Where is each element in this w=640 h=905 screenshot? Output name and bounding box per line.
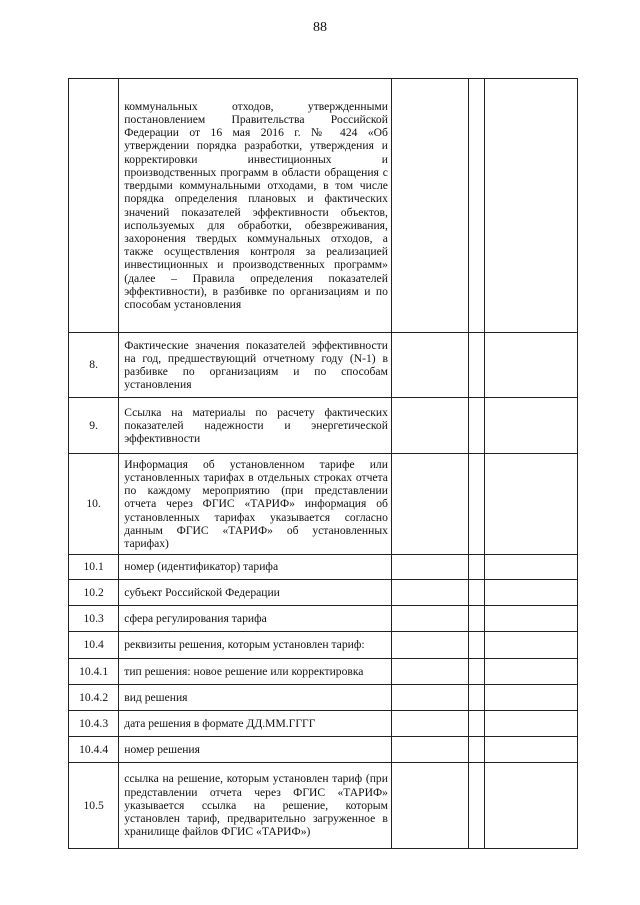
row-number: 10.4.4 — [69, 737, 119, 763]
empty-cell — [391, 632, 468, 659]
empty-cell — [484, 659, 577, 685]
empty-cell — [484, 555, 577, 580]
row-number: 10.1 — [69, 555, 119, 580]
table-row — [69, 454, 578, 555]
empty-cell — [391, 685, 468, 711]
empty-cell — [468, 398, 484, 454]
row-description: реквизиты решения, которым установлен тариф: — [119, 632, 392, 659]
report-table — [68, 78, 578, 849]
empty-cell — [468, 711, 484, 737]
empty-cell — [391, 763, 468, 849]
empty-cell — [468, 659, 484, 685]
page-number: 88 — [313, 20, 327, 35]
empty-cell — [468, 685, 484, 711]
row-number: 8. — [69, 333, 119, 398]
empty-cell — [468, 454, 484, 555]
row-number: 10.4.1 — [69, 659, 119, 685]
row-description: номер решения — [119, 737, 392, 763]
empty-cell — [468, 333, 484, 398]
empty-cell — [484, 763, 577, 849]
table-row — [69, 79, 578, 333]
table-row — [69, 333, 578, 398]
empty-cell — [484, 606, 577, 632]
row-description: субъект Российской Федерации — [119, 580, 392, 606]
empty-cell — [391, 659, 468, 685]
table-row — [69, 659, 578, 685]
row-number: 10.4 — [69, 632, 119, 659]
empty-cell — [391, 333, 468, 398]
table-row — [69, 711, 578, 737]
empty-cell — [391, 580, 468, 606]
empty-cell — [484, 711, 577, 737]
row-number — [69, 79, 119, 333]
empty-cell — [391, 454, 468, 555]
table-row — [69, 555, 578, 580]
empty-cell — [484, 454, 577, 555]
row-description: Информация об установленном тарифе или установленных тарифах в отдельных строках отчета по каждому мероприятию (при представлении отчета через ФГИС «ТАРИФ» информация об установленных тарифах указывается согласно данным ФГИС «ТАРИФ» об установленных тарифах) — [119, 454, 392, 555]
empty-cell — [468, 555, 484, 580]
row-description: коммунальных отходов, утвержденными постановлением Правительства Российской Федерации от 16 мая 2016 г. № 424 «Об утверждении порядка разработки, утверждения и корректировки инвестиционных и производственных программ в области обращения с твердыми коммунальными отходами, в том числе порядка определения плановых и фактических значений показателей эффективности объектов, используемых для обработки, обезвреживания, захоронения твердых коммунальных отходов, а также осуществления контроля за реализацией инвестиционных и производственных программ» (далее – Правила определения показателей эффективности), в разбивке по организациям и по способам установления — [119, 79, 392, 333]
empty-cell — [391, 711, 468, 737]
empty-cell — [484, 737, 577, 763]
row-description: ссылка на решение, которым установлен тариф (при представлении отчета через ФГИС «ТАРИФ» указывается ссылка на решение, которым установлен тариф, предварительно загруженное в хранилище файлов ФГИС «ТАРИФ») — [119, 763, 392, 849]
empty-cell — [484, 685, 577, 711]
empty-cell — [391, 79, 468, 333]
row-description: дата решения в формате ДД.ММ.ГГГГ — [119, 711, 392, 737]
empty-cell — [468, 79, 484, 333]
row-description: Фактические значения показателей эффективности на год, предшествующий отчетному году (N-1) в разбивке по организациям и по способам установления — [119, 333, 392, 398]
row-number: 10.5 — [69, 763, 119, 849]
table-row — [69, 737, 578, 763]
row-number: 10.4.3 — [69, 711, 119, 737]
table-row — [69, 606, 578, 632]
row-number: 10.4.2 — [69, 685, 119, 711]
row-description: Ссылка на материалы по расчету фактических показателей надежности и энергетической эффективности — [119, 398, 392, 454]
row-number: 10. — [69, 454, 119, 555]
empty-cell — [391, 737, 468, 763]
empty-cell — [484, 580, 577, 606]
empty-cell — [468, 737, 484, 763]
empty-cell — [484, 398, 577, 454]
row-description: тип решения: новое решение или корректировка — [119, 659, 392, 685]
empty-cell — [468, 606, 484, 632]
row-number: 10.2 — [69, 580, 119, 606]
table-row — [69, 685, 578, 711]
table-row — [69, 398, 578, 454]
empty-cell — [484, 333, 577, 398]
empty-cell — [391, 606, 468, 632]
empty-cell — [484, 632, 577, 659]
empty-cell — [391, 555, 468, 580]
row-description: номер (идентификатор) тарифа — [119, 555, 392, 580]
row-description: сфера регулирования тарифа — [119, 606, 392, 632]
row-number: 10.3 — [69, 606, 119, 632]
empty-cell — [468, 580, 484, 606]
table-row — [69, 763, 578, 849]
row-number: 9. — [69, 398, 119, 454]
empty-cell — [468, 763, 484, 849]
empty-cell — [468, 632, 484, 659]
row-description: вид решения — [119, 685, 392, 711]
table-row — [69, 580, 578, 606]
table-row — [69, 632, 578, 659]
empty-cell — [484, 79, 577, 333]
empty-cell — [391, 398, 468, 454]
